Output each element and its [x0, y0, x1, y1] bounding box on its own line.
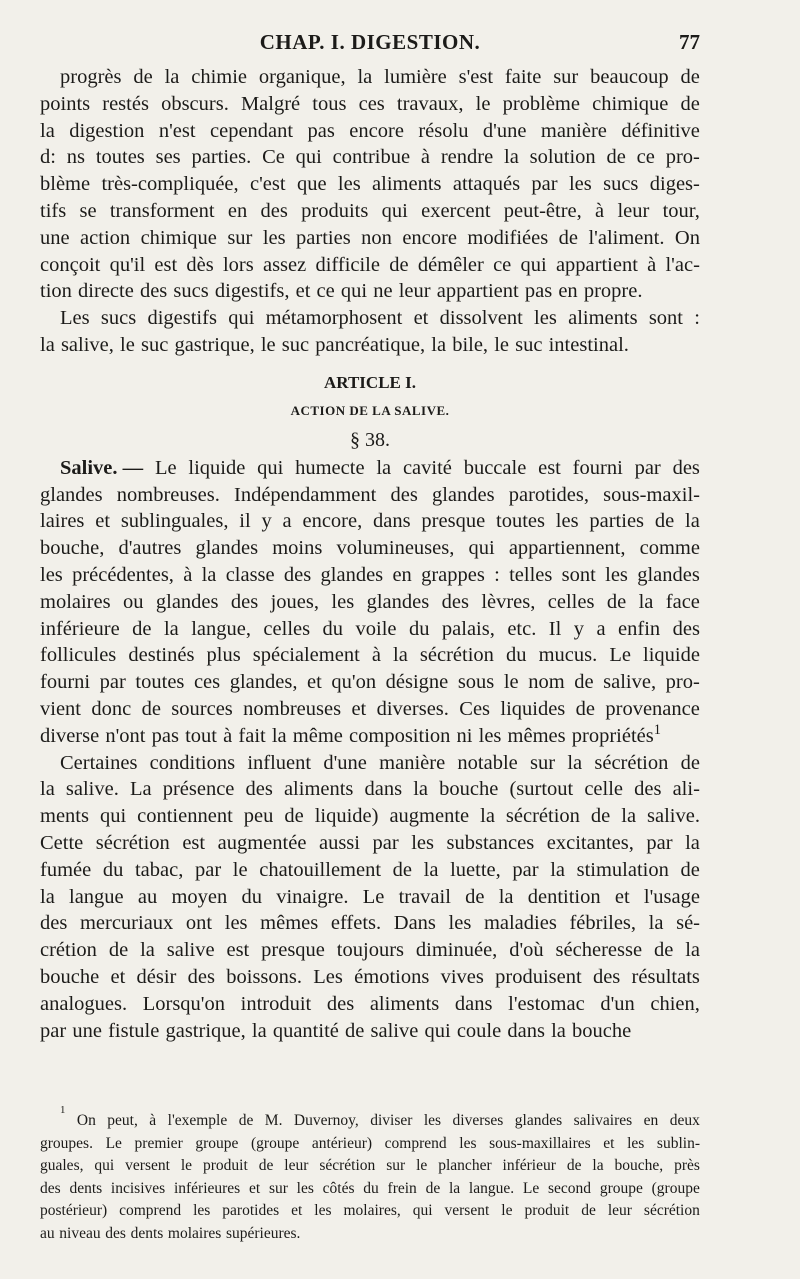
text-line: molaires ou glandes des joues, les glandes des lèvres, celles de la face [40, 590, 700, 613]
text-line: des dents incisives inférieures et sur les côtés du frein de la langue. Le second groupe (groupe [40, 1179, 700, 1197]
text-line: laires et sublinguales, il y a encore, dans presque toutes les parties de la [40, 510, 700, 533]
text-line: Les sucs digestifs qui métamorphosent et dissolvent les aliments sont : [60, 307, 700, 330]
text-line: crétion de la salive est presque toujours diminuée, d'où sécheresse de la [40, 939, 700, 962]
text-line: analogues. Lorsqu'on introduit des aliments dans l'estomac d'un chien, [40, 992, 700, 1015]
text-line: 1 On peut, à l'exemple de M. Duvernoy, diviser les diverses glandes salivaires en deux [40, 1110, 700, 1133]
text-line: groupes. Le premier groupe (groupe antérieur) comprend les sous-maxillaires et les sublin- [40, 1134, 700, 1152]
text-line: conçoit qu'il est dès lors assez difficile de démêler ce qui appartient à l'ac- [40, 253, 700, 276]
footnotes [40, 1104, 700, 1245]
text-line: vient donc de sources nombreuses et diverses. Ces liquides de provenance [40, 697, 700, 720]
article-title: ARTICLE I. [324, 372, 416, 392]
paragraph [40, 750, 700, 1045]
text-line: la salive. La présence des aliments dans la bouche (surtout celle des ali- [40, 778, 700, 801]
text-line: des mercuriaux ont les mêmes effets. Dans les maladies fébriles, la sé- [40, 912, 700, 935]
paragraph [40, 455, 700, 750]
paragraph [40, 64, 700, 305]
section-number: § 38. [350, 428, 390, 451]
text-line: follicules destinés plus spécialement à la sécrétion du mucus. Le liquide [40, 644, 700, 667]
text-line: bouche, d'autres glandes moins volumineuses, qui appartiennent, comme [40, 537, 700, 560]
text-line: Certaines conditions influent d'une manière notable sur la sécrétion de [60, 751, 700, 774]
text-line: une action chimique sur les parties non encore modifiées de l'aliment. On [40, 226, 700, 249]
page-header [40, 30, 700, 58]
text-line: bouche et désir des boissons. Les émotions vives produisent des résultats [40, 965, 700, 988]
text-line: blème très-compliquée, c'est que les aliments attaqués par les sucs diges- [40, 173, 700, 196]
text-line: Cette sécrétion est augmentée aussi par les substances excitantes, par la [40, 831, 700, 854]
text-line: la digestion n'est cependant pas encore résolu d'une manière définitive [40, 119, 700, 142]
text-line: au niveau des dents molaires supérieures. [40, 1224, 301, 1242]
text-line: fourni par toutes ces glandes, et qu'on désigne sous le nom de salive, pro- [40, 671, 700, 694]
text-line: fumée du tabac, par le chatouillement de la luette, par la stimulation de [40, 858, 700, 881]
page-number: 77 [679, 30, 700, 54]
text-line: Salive. — Le liquide qui humecte la cavité buccale est fourni par des [40, 455, 700, 482]
text-line: d: ns toutes ses parties. Ce qui contribue à rendre la solution de ce pro- [40, 146, 700, 169]
paragraph [40, 305, 700, 359]
text-line: postérieur) comprend les parotides et les molaires, qui versent le produit de leur sécrétion [40, 1202, 700, 1219]
text-line: les précédentes, à la classe des glandes en grappes : telles sont les glandes [40, 563, 700, 586]
text-line: glandes nombreuses. Indépendamment des glandes parotides, sous-maxil- [40, 483, 700, 506]
text-line: diverse n'ont pas tout à fait la même composition ni les mêmes propriétés$^1$ [40, 721, 661, 747]
text-line: tifs se transforment en des produits qui exercent peut-être, à leur tour, [40, 199, 700, 222]
text-line: ments qui contiennent peu de liquide) augmente la sécrétion de la salive. [40, 805, 700, 828]
text-line: la langue au moyen du vinaigre. Le travail de la dentition et l'usage [40, 885, 700, 908]
text-line: la salive, le suc gastrique, le suc pancréatique, la bile, le suc intestinal. [40, 333, 629, 356]
text-line: par une fistule gastrique, la quantité de salive qui coule dans la bouche [40, 1019, 632, 1042]
lead-term: Salive. — [60, 456, 144, 479]
text-line: tion directe des sucs digestifs, et ce qui ne leur appartient pas en propre. [40, 280, 643, 303]
article-subtitle: ACTION DE LA SALIVE. [290, 402, 450, 418]
text-line: inférieure de la langue, celles du voile du palais, etc. Il y a enfin des [40, 617, 700, 640]
main-text [40, 64, 700, 1044]
text-line: progrès de la chimie organique, la lumière s'est faite sur beaucoup de [60, 66, 700, 88]
text-line: guales, qui versent le produit de leur sécrétion sur le plancher inférieur de la bouche, près [40, 1157, 700, 1174]
footnote-reference[interactable]: 1 [653, 721, 661, 738]
running-title: CHAP. I. DIGESTION. [259, 30, 481, 54]
footnote-marker: 1 [60, 1104, 66, 1116]
text-line: points restés obscurs. Malgré tous ces travaux, le problème chimique de [40, 92, 700, 115]
